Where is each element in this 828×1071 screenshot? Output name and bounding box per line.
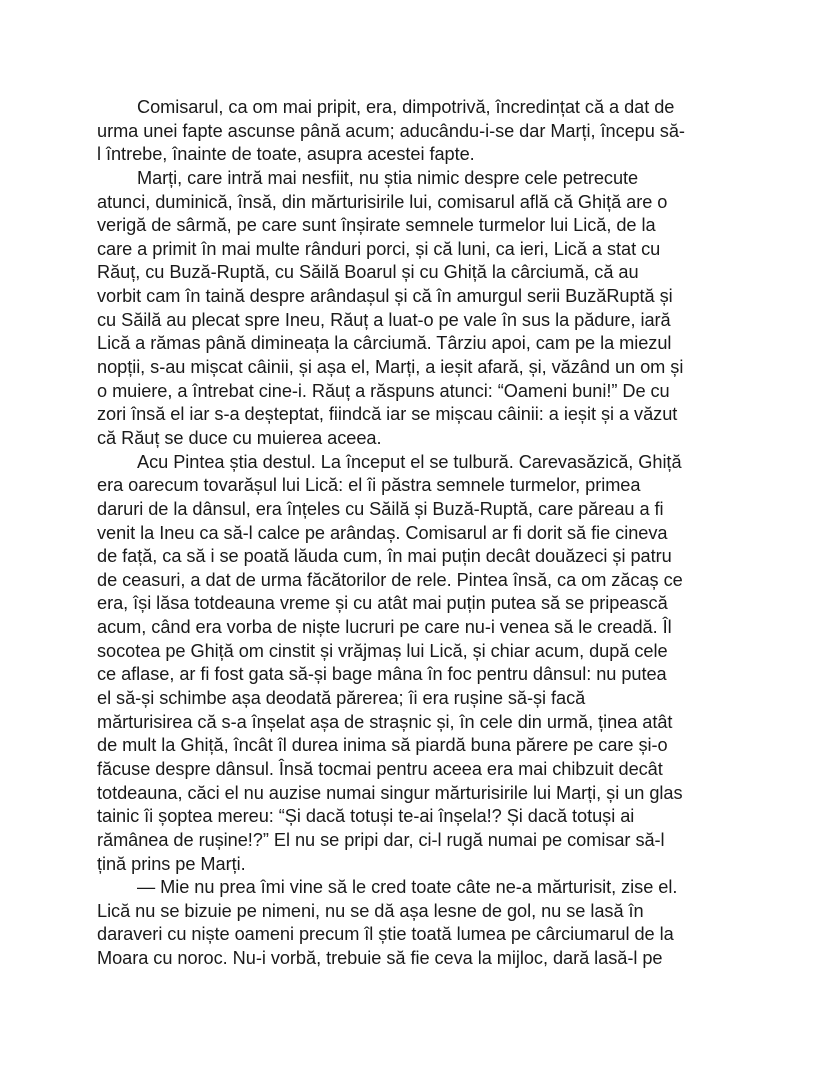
text-line: mărturisirea că s-a înșelat așa de strașnic și, în cele din urmă, ținea atât: [97, 711, 673, 732]
text-line: vorbit cam în taină despre arândașul și că în amurgul serii BuzăRuptă și: [97, 286, 673, 307]
text-line: era oarecum tovarășul lui Lică: el îi păstra semnele turmelor, primea: [97, 475, 641, 496]
text-line: Acu Pintea știa destul. La început el se tulbură. Carevasăzică, Ghiță: [137, 451, 682, 472]
text-line: tainic îi șoptea mereu: “Și dacă totuși te-ai înșela!? Și dacă totuși ai: [97, 806, 635, 827]
text-line: el să-și schimbe așa deodată părerea; îi era rușine să-și facă: [97, 688, 586, 709]
text-line: daraveri cu niște oameni precum îl știe toată lumea pe cârciumarul de la: [97, 924, 674, 945]
text-line: o muiere, a întrebat cine-i. Răuț a răspuns atunci: “Oameni buni!” De cu: [97, 380, 670, 401]
text-line: de ceasuri, a dat de urma făcătorilor de rele. Pintea însă, ca om zăcaș ce: [97, 569, 683, 590]
text-line: socotea pe Ghiță om cinstit și vrăjmaș lui Lică, și chiar acum, după cele: [97, 640, 668, 661]
text-line: Lică nu se bizuie pe nimeni, nu se dă așa lesne de gol, nu se lasă în: [97, 900, 644, 921]
text-line: — Mie nu prea îmi vine să le cred toate câte ne-a mărturisit, zise el.: [137, 877, 678, 898]
text-line: Răuț, cu Buză-Ruptă, cu Săilă Boarul și cu Ghiță la cârciumă, că au: [97, 262, 639, 283]
text-line: Marți, care intră mai nesfiit, nu știa nimic despre cele petrecute: [137, 167, 639, 188]
text-line: de mult la Ghiță, încât îl durea inima să piardă buna părere pe care și-o: [97, 735, 668, 756]
text-line: care a primit în mai multe rânduri porci, și că luni, ca ieri, Lică a stat cu: [97, 238, 661, 259]
paragraph-1: [97, 96, 737, 167]
text-line: era, își lăsa totdeauna vreme și cu atât mai puțin putea să se pripească: [97, 593, 668, 614]
paragraph-4: [97, 876, 737, 971]
text-line: zori însă el iar s-a deșteptat, fiindcă iar se mișcau câinii: a ieșit și a văzut: [97, 404, 678, 425]
text-line: l întrebe, înainte de toate, asupra acestei fapte.: [97, 144, 475, 165]
text-line: Comisarul, ca om mai pripit, era, dimpotrivă, încredințat că a dat de: [137, 97, 675, 117]
paragraph-3: [97, 451, 737, 877]
text-line: daruri de la dânsul, era înțeles cu Săilă și Buză-Ruptă, care păreau a fi: [97, 498, 664, 519]
text-line: acum, când era vorba de niște lucruri pe care nu-i venea să le creadă. Îl: [97, 617, 672, 638]
text-line: venit la Ineu ca să-l calce pe arândaș. Comisarul ar fi dorit să fie cineva: [97, 522, 668, 543]
text-line: Lică a rămas până dimineața la cârciumă. Târziu apoi, cam pe la miezul: [97, 333, 672, 354]
text-line: nopții, s-au mișcat câinii, și așa el, Marți, a ieșit afară, și, văzând un om și: [97, 357, 684, 378]
text-line: cu Săilă au plecat spre Ineu, Răuț a luat-o pe vale în sus la pădure, iară: [97, 309, 671, 330]
text-line: urma unei fapte ascunse până acum; aducându-i-se dar Marți, începu să-: [97, 120, 685, 141]
text-line: de față, ca să i se poată lăuda cum, în mai puțin decât douăzeci și patru: [97, 546, 672, 567]
text-line: țină prins pe Marți.: [97, 853, 246, 874]
text-line: că Răuț se duce cu muierea aceea.: [97, 427, 382, 448]
text-line: făcuse despre dânsul. Însă tocmai pentru aceea era mai chibzuit decât: [97, 758, 663, 779]
text-line: atunci, duminică, însă, din mărturisirile lui, comisarul află că Ghiță are o: [97, 191, 668, 212]
document-page: [97, 96, 737, 971]
text-line: rămânea de rușine!?” El nu se pripi dar, ci-l rugă numai pe comisar să-l: [97, 829, 665, 850]
text-line: verigă de sârmă, pe care sunt înșirate semnele turmelor lui Lică, de la: [97, 215, 656, 236]
text-line: totdeauna, căci el nu auzise numai singur mărturisirile lui Marți, și un glas: [97, 782, 683, 803]
paragraph-2: [97, 167, 737, 451]
text-line: Moara cu noroc. Nu-i vorbă, trebuie să fie ceva la mijloc, dară lasă-l pe: [97, 948, 663, 969]
text-line: ce aflase, ar fi fost gata să-și bage mâna în foc pentru dânsul: nu putea: [97, 664, 667, 685]
